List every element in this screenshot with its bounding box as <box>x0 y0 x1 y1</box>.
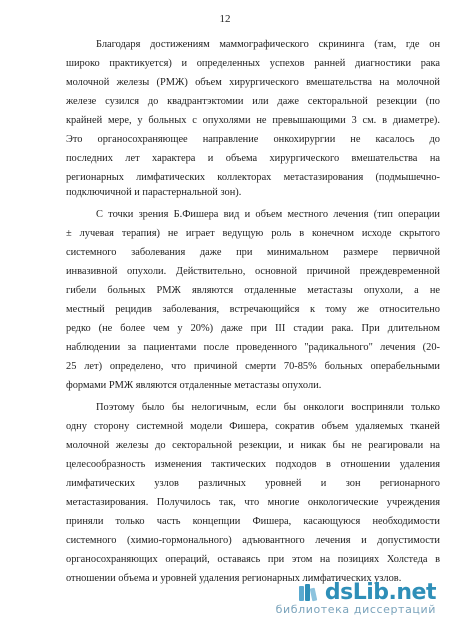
watermark-brand: dsLib.net <box>324 580 436 605</box>
text-line: подключичной и парастернальной зон). <box>66 187 242 198</box>
watermark[interactable] <box>236 580 436 616</box>
text-line: инвазивной опухоли. Действительно, основной причиной преждевременной <box>66 266 440 277</box>
text-line: метастазирования. Получилось так, что многие онкологические учреждения <box>66 497 440 508</box>
text-line: молочной железы до секторальной резекции, и никак бы не реагировали на <box>66 440 440 451</box>
text-line: лимфатических узлов различных уровней и зон регионарного <box>66 478 440 489</box>
text-line: ± лучевая терапия) не играет ведущую роль в конечном исходе скрытого <box>66 228 440 239</box>
text-line: системного (химио-гормонального) адъювантного лечения и допустимости <box>66 535 440 546</box>
text-line: формами РМЖ являются отдаленные метастазы опухоли. <box>66 380 322 391</box>
text-line: молочной железы (РМЖ) объем хирургического вмешательства на молочной <box>66 77 440 88</box>
text-line: системного заболевания даже при минимальном размере первичной <box>66 247 440 258</box>
text-line: 25 лет) определено, что причиной смерти 70-85% больных операбельными <box>66 361 440 372</box>
text-line: крайней мере, у больных с опухолями не превышающими 3 см. в диаметре). <box>66 115 440 126</box>
text-line: местный рецидив заболевания, встречающийся к тому же относительно <box>66 304 440 315</box>
text-line: приняли только часть концепции Фишера, касающуюся необходимости <box>66 516 440 527</box>
text-line: редко (не более чем у 20%) даже при III стадии рака. При длительном <box>66 323 440 334</box>
text-line: наблюдении за пациентами после проведенного "радикального" лечения (20- <box>66 342 440 353</box>
watermark-subtitle: библиотека диссертаций <box>275 603 436 616</box>
text-line: регионарных лимфатических коллекторах метастазирования (подмышечно- <box>66 172 440 183</box>
book-stack-icon <box>297 583 321 603</box>
text-line: последних лет характера и объема хирургического вмешательства на <box>66 153 440 164</box>
text-line: целесообразность изменения тактических подходов в отношении удаления <box>66 459 440 470</box>
page-number: 12 <box>219 13 231 25</box>
text-line: железе сузился до квадрантэктомии или даже секторальной резекции (по <box>66 96 440 107</box>
text-line: отношении объема и уровней удаления регионарных лимфатических узлов. <box>66 573 402 584</box>
text-line: широко практикуется) и определенных успехов ранней диагностики рака <box>66 58 440 69</box>
text-line: Это органосохраняющее направление онкохирургии не касалось до <box>66 134 440 145</box>
text-line: органосохраняющих операций, оставаясь при этом на позициях Холстеда в <box>66 554 440 565</box>
text-line: одну сторону системной модели Фишера, сократив объем удаляемых тканей <box>66 421 440 432</box>
text-line: Благодаря достижениям маммографического скрининга (там, где он <box>96 39 440 50</box>
text-line: С точки зрения Б.Фишера вид и объем местного лечения (тип операции <box>96 209 440 220</box>
text-line: Поэтому было бы нелогичным, если бы онкологи восприняли только <box>96 402 440 413</box>
text-line: гибели больных РМЖ являются отдаленные метастазы опухоли, а не <box>66 285 440 296</box>
